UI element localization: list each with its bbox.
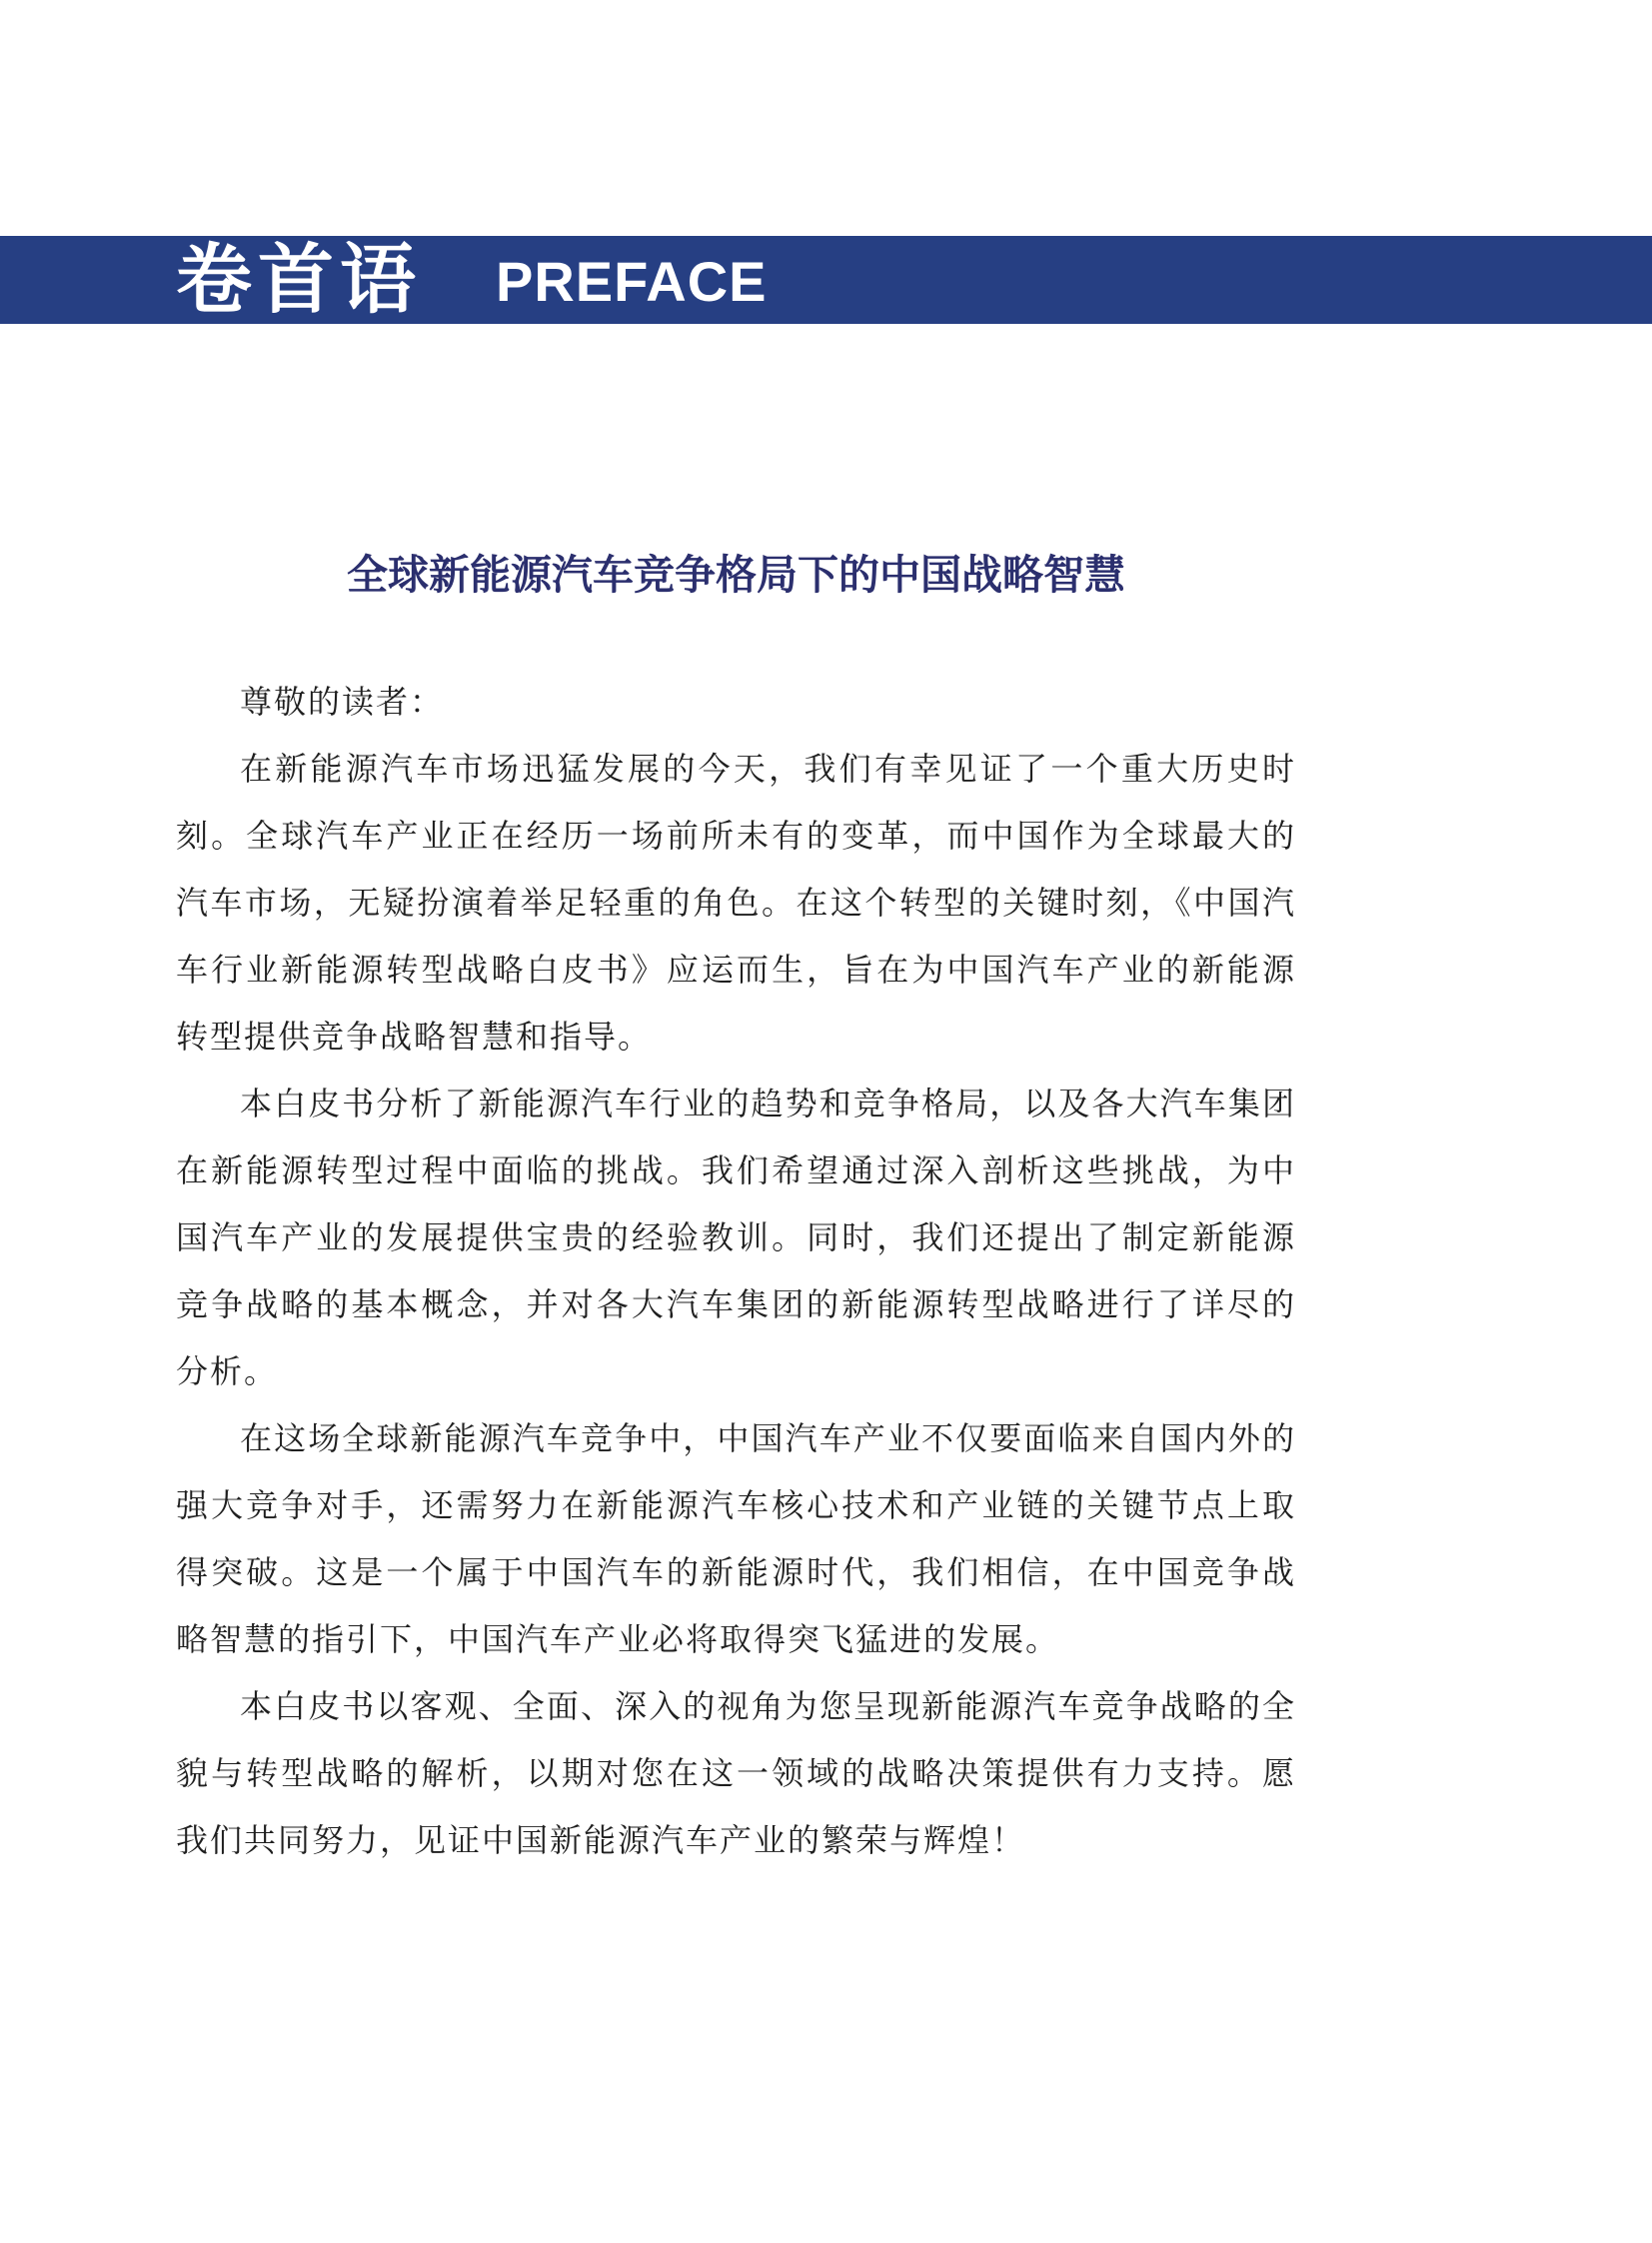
paragraph-1: 在新能源汽车市场迅猛发展的今天，我们有幸见证了一个重大历史时刻。全球汽车产业正在经历一场前所未有的变革，而中国作为全球最大的汽车市场，无疑扮演着举足轻重的角色。在这个转型的关键时刻，《中国汽车行业新能源转型战略白皮书》应运而生，旨在为中国汽车产业的新能源转型提供竞争战略智慧和指导。: [176, 750, 1296, 1056]
preface-title-chinese: 卷首语: [176, 235, 422, 324]
preface-header-bar: [0, 236, 1652, 324]
preface-title-english: PREFACE: [496, 250, 768, 313]
article-title: 全球新能源汽车竞争格局下的中国战略智慧: [347, 551, 1125, 599]
salutation: 尊敬的读者：: [240, 683, 445, 721]
paragraph-2: 本白皮书分析了新能源汽车行业的趋势和竞争格局，以及各大汽车集团在新能源转型过程中面临的挑战。我们希望通过深入剖析这些挑战，为中国汽车产业的发展提供宝贵的经验教训。同时，我们还提出了制定新能源竞争战略的基本概念，并对各大汽车集团的新能源转型战略进行了详尽的分析。: [176, 1085, 1296, 1390]
paragraph-4: 本白皮书以客观、全面、深入的视角为您呈现新能源汽车竞争战略的全貌与转型战略的解析，以期对您在这一领域的战略决策提供有力支持。愿我们共同努力，见证中国新能源汽车产业的繁荣与辉煌！: [176, 1687, 1296, 1859]
paragraph-3: 在这场全球新能源汽车竞争中，中国汽车产业不仅要面临来自国内外的强大竞争对手，还需努力在新能源汽车核心技术和产业链的关键节点上取得突破。这是一个属于中国汽车的新能源时代，我们相信，在中国竞争战略智慧的指引下，中国汽车产业必将取得突飞猛进的发展。: [176, 1419, 1296, 1658]
article-body: [176, 669, 1296, 1874]
